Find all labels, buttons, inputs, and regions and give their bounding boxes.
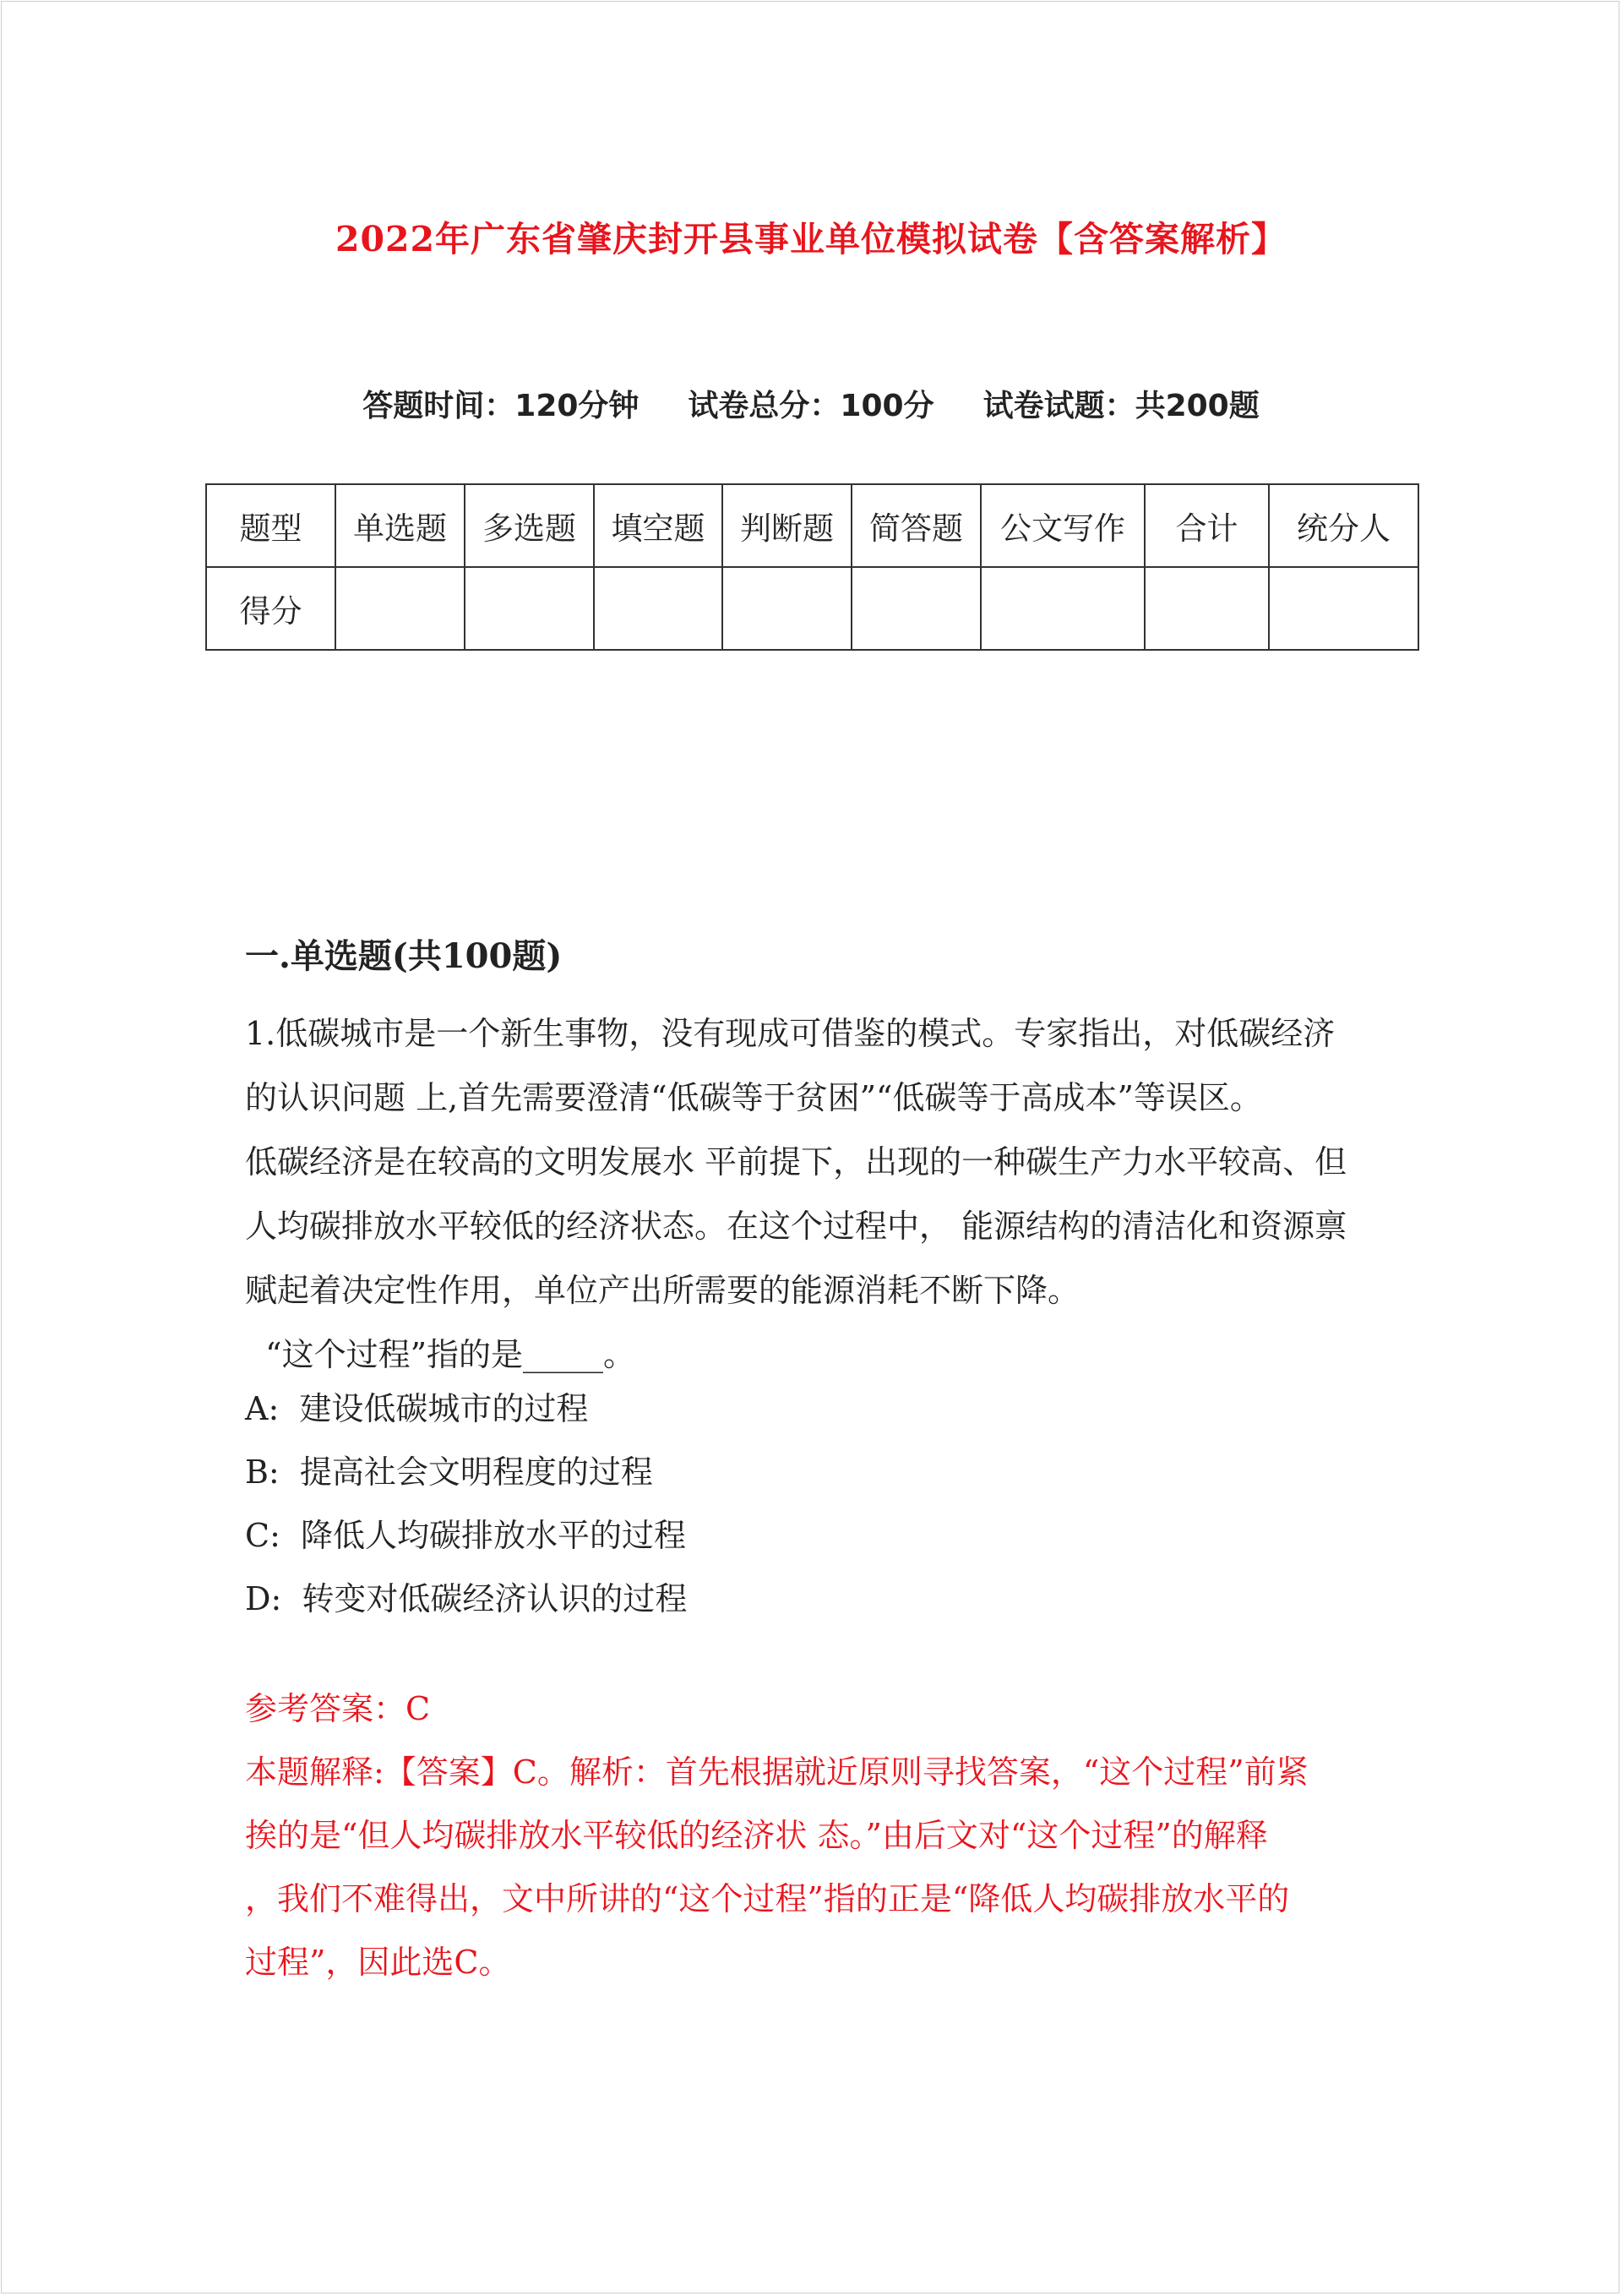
header-cell-scorer: 统分人 — [1269, 484, 1418, 567]
answer-block — [245, 1677, 1394, 1994]
explanation-line: 过程”，因此选C。 — [245, 1944, 511, 1981]
header-cell-single-choice: 单选题 — [335, 484, 465, 567]
exam-time: 答题时间：120分钟 — [362, 389, 640, 423]
question-line: 赋起着决定性作用，单位产出所需要的能源消耗不断下降。 — [245, 1272, 1080, 1309]
question-stem — [245, 1001, 1394, 1387]
header-cell-fill-blank: 填空题 — [594, 484, 722, 567]
option-d: D: 转变对低碳经济认识的过程 — [245, 1580, 688, 1617]
score-cell — [335, 567, 465, 650]
score-cell — [981, 567, 1145, 650]
section-title: 一.单选题(共100题) — [245, 936, 563, 976]
option-c: C: 降低人均碳排放水平的过程 — [245, 1517, 687, 1554]
header-cell-total: 合计 — [1145, 484, 1269, 567]
question-line: 低碳经济是在较高的文明发展水 平前提下，出现的一种碳生产力水平较高、但 — [245, 1143, 1347, 1181]
option-a: A: 建设低碳城市的过程 — [245, 1390, 589, 1427]
option-b: B: 提高社会文明程度的过程 — [245, 1453, 653, 1491]
score-table-score-row — [206, 567, 1418, 650]
exam-total-score: 试卷总分：100分 — [688, 389, 934, 423]
score-cell — [594, 567, 722, 650]
score-cell — [1145, 567, 1269, 650]
question-line: 人均碳排放水平较低的经济状态。在这个过程中， 能源结构的清洁化和资源禀 — [245, 1208, 1347, 1245]
header-cell-true-false: 判断题 — [722, 484, 852, 567]
score-table-header-row — [206, 484, 1418, 567]
question-options — [245, 1377, 687, 1631]
question-line: 1.低碳城市是一个新生事物，没有现成可借鉴的模式。专家指出，对低碳经济 — [245, 1015, 1336, 1052]
explanation-line: 挨的是“但人均碳排放水平较低的经济状 态。”由后文对“这个过程”的解释 — [245, 1817, 1268, 1854]
header-cell-short-answer: 简答题 — [852, 484, 981, 567]
header-cell-multi-choice: 多选题 — [465, 484, 594, 567]
header-cell-official-writing: 公文写作 — [981, 484, 1145, 567]
score-cell — [1269, 567, 1418, 650]
explanation-line: 本题解释:【答案】C。解析：首先根据就近原则寻找答案，“这个过程”前紧 — [245, 1753, 1309, 1791]
header-cell-type: 题型 — [206, 484, 335, 567]
document-title: 2022年广东省肇庆封开县事业单位模拟试卷【含答案解析】 — [335, 219, 1287, 259]
score-cell — [465, 567, 594, 650]
question-line: 的认识问题 上,首先需要澄清“低碳等于贫困”“低碳等于高成本”等误区。 — [245, 1079, 1262, 1116]
score-cell — [852, 567, 981, 650]
exam-question-count: 试卷试题：共200题 — [982, 389, 1260, 423]
question-prompt: “这个过程”指的是_____。 — [245, 1336, 636, 1373]
score-table — [205, 483, 1419, 651]
score-cell — [722, 567, 852, 650]
row-label-score: 得分 — [206, 567, 335, 650]
explanation-line: ，我们不难得出，文中所讲的“这个过程”指的正是“降低人均碳排放水平的 — [245, 1880, 1290, 1917]
reference-answer: 参考答案：C — [245, 1690, 431, 1727]
exam-info — [0, 382, 1622, 425]
